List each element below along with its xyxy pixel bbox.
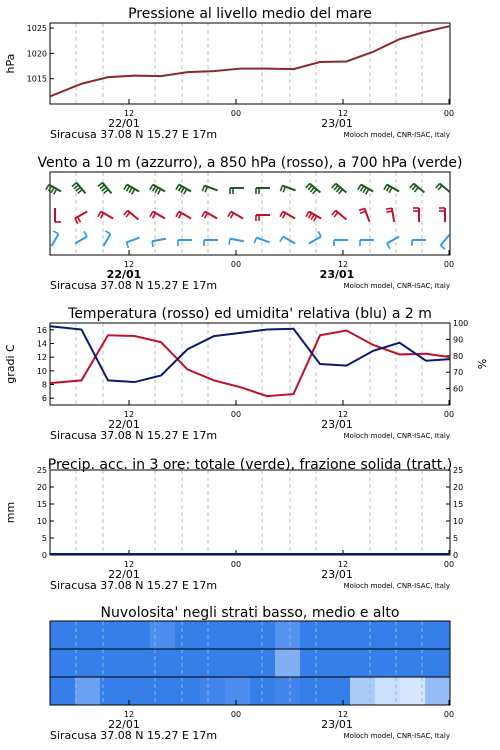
barb-flag [126, 212, 130, 217]
cloud-cell [100, 649, 126, 678]
barb-flag [84, 231, 87, 236]
barb-flag [46, 185, 49, 190]
y-tick-label-right: 90 [453, 335, 464, 345]
barb-flag [205, 213, 208, 218]
wind-barb [72, 183, 86, 194]
cloud-cell [175, 677, 201, 706]
barb-flag [202, 212, 205, 217]
barb-flag [78, 217, 81, 222]
cloud-cell [275, 621, 301, 650]
cloud-cell [325, 649, 351, 678]
x-tick-label: 12 [337, 710, 349, 719]
y-tick-label: 6 [41, 394, 47, 404]
wind-barb [178, 240, 192, 246]
cloud-cell [150, 621, 176, 650]
y-tick-label: 1020 [26, 49, 47, 59]
y-tick-label: 5 [41, 534, 47, 543]
x-date-label: 23/01 [321, 568, 353, 581]
x-tick-label: 00 [443, 410, 455, 419]
barb-shaft [104, 234, 111, 246]
barb-flag [98, 212, 101, 217]
y-tick-label-right: 25 [453, 466, 464, 475]
cloud-cell [75, 677, 101, 706]
y-tick-label-right: 60 [453, 384, 464, 394]
barb-shaft [152, 239, 166, 241]
x-tick-label: 12 [123, 410, 135, 419]
barb-flag [410, 184, 414, 189]
x-tick-label: 12 [123, 109, 135, 118]
cloud-cell [50, 621, 76, 650]
x-tick-label: 00 [230, 109, 242, 118]
model-credit: Moloch model, CNR-ISAC, Italy [343, 282, 450, 290]
cloud-cell [125, 621, 151, 650]
barb-shaft [103, 183, 112, 194]
barb-flag [254, 238, 256, 244]
y-tick-label-right: 80 [453, 351, 464, 361]
wind-barb [202, 212, 217, 219]
wind-barb [332, 184, 347, 194]
wind-barb [386, 208, 394, 222]
cloud-cell [425, 677, 451, 706]
barb-shaft [336, 211, 347, 220]
cloud-cell [275, 677, 301, 706]
x-tick-label: 12 [337, 109, 349, 118]
cloud-cell [75, 649, 101, 678]
barb-flag [155, 188, 158, 193]
location-info: Siracusa 37.08 N 15.27 E 17m [50, 279, 218, 292]
barb-flag [332, 184, 336, 189]
wind-barb [334, 240, 348, 246]
barb-flag [366, 189, 369, 194]
barb-flag [412, 185, 416, 190]
y-tick-label-right: 100 [453, 319, 469, 328]
wind-barb [229, 239, 244, 245]
y-axis-label-right: % [476, 358, 489, 370]
barb-flag [150, 185, 153, 190]
wind-barb [75, 231, 87, 243]
y-tick-label-right: 0 [453, 551, 459, 560]
cloud-cell [325, 621, 351, 650]
barb-flag [339, 189, 343, 194]
cloud-cell [350, 621, 376, 650]
wind-barb [306, 184, 321, 194]
barb-shaft [392, 208, 394, 222]
barb-flag [158, 189, 161, 194]
barb-flag [280, 212, 283, 217]
wind-barb [52, 231, 59, 246]
wind-barb [98, 212, 113, 219]
panel-title-4: Nuvolosita' negli strati basso, medio e alto [100, 605, 400, 621]
y-tick-label: 10 [36, 517, 47, 526]
barb-flag [280, 237, 283, 242]
x-tick-label: 00 [230, 710, 242, 719]
cloud-cell [350, 649, 376, 678]
y-axis-label: hPa [4, 53, 17, 74]
y-tick-label: 25 [36, 466, 47, 475]
wind-level-0 [46, 183, 450, 195]
wind-barb [280, 212, 295, 219]
wind-barb [256, 188, 270, 194]
barb-flag [124, 211, 128, 216]
barb-flag [314, 216, 317, 221]
barb-flag [127, 186, 130, 191]
model-credit: Moloch model, CNR-ISAC, Italy [343, 131, 450, 139]
barb-flag [306, 184, 310, 189]
wind-barb [441, 235, 450, 250]
x-date-label: 22/01 [108, 718, 140, 731]
wind-barb [104, 231, 111, 246]
x-date-label: 23/01 [319, 268, 355, 281]
y-tick-label-right: 5 [453, 534, 459, 543]
wind-barb [360, 240, 374, 246]
barb-flag [336, 187, 340, 192]
barb-flag [308, 185, 312, 190]
y-tick-label: 10 [36, 366, 47, 376]
wind-barb [98, 183, 112, 194]
barb-flag [438, 185, 442, 190]
model-credit: Moloch model, CNR-ISAC, Italy [343, 432, 450, 440]
wind-barb [256, 215, 270, 221]
barb-flag [283, 213, 286, 218]
wind-barb [436, 184, 451, 193]
y-axis-label: mm [4, 501, 17, 524]
barb-flag [318, 231, 321, 236]
temperature-line [50, 331, 450, 397]
barb-flag [332, 211, 336, 216]
barb-flag [361, 186, 364, 191]
wind-barb [124, 185, 139, 195]
wind-level-2 [52, 231, 450, 249]
wind-barb [176, 212, 191, 219]
wind-barb [359, 208, 369, 221]
barb-flag [334, 212, 338, 217]
wind-level-1 [55, 208, 445, 224]
barb-flag [231, 213, 234, 218]
barb-flag [334, 185, 338, 190]
panel-title-0: Pressione al livello medio del mare [128, 6, 372, 22]
barb-flag [384, 185, 387, 190]
wind-barb [55, 208, 61, 222]
y-tick-label: 0 [41, 551, 47, 560]
x-axis-labels-2 [50, 410, 454, 442]
cloud-heatmap [50, 621, 451, 706]
wind-barb [150, 212, 165, 219]
barb-flag [387, 186, 390, 191]
wind-barb [75, 212, 87, 224]
wind-barb [126, 238, 139, 248]
panel-frame-0 [50, 23, 450, 104]
y-tick-label: 12 [36, 353, 47, 363]
panel-title-1: Vento a 10 m (azzurro), a 850 hPa (rosso), a 700 hPa (verde) [37, 155, 463, 171]
wind-barb [439, 208, 445, 222]
y-tick-label: 14 [36, 339, 47, 349]
barb-flag [202, 186, 204, 192]
y-tick-label: 1025 [26, 24, 47, 34]
location-info: Siracusa 37.08 N 15.27 E 17m [50, 579, 218, 592]
cloud-cell [325, 677, 351, 706]
barb-flag [124, 185, 127, 190]
y-tick-label: 20 [36, 483, 47, 492]
y-tick-label-right: 20 [453, 483, 464, 492]
wind-barb [384, 185, 399, 193]
barb-shaft [365, 208, 370, 221]
x-axis-labels-0 [50, 109, 454, 141]
y-tick-label-right: 10 [453, 517, 464, 526]
cloud-cell [250, 677, 276, 706]
x-tick-label: 00 [443, 710, 455, 719]
wind-barb [46, 185, 61, 195]
wind-barb [228, 212, 243, 219]
cloud-cell [250, 621, 276, 650]
wind-barb [412, 240, 426, 246]
wind-barb [280, 237, 295, 244]
pressure-line [50, 26, 450, 96]
barb-flag [126, 242, 128, 248]
cloud-cell [375, 677, 401, 706]
cloud-cell [200, 677, 226, 706]
barb-flag [389, 188, 392, 193]
barb-flag [386, 208, 392, 209]
barb-flag [309, 213, 312, 218]
x-axis-labels-3 [50, 560, 454, 592]
plot-border [50, 470, 450, 555]
y-tick-label: 15 [36, 500, 47, 509]
barb-flag [98, 183, 103, 187]
cloud-cell [250, 649, 276, 678]
barb-shaft [128, 211, 139, 220]
x-tick-label: 00 [443, 109, 455, 118]
cloud-cell [425, 649, 451, 678]
barb-flag [228, 212, 231, 217]
barb-shaft [440, 184, 451, 193]
barb-flag [104, 190, 109, 194]
cloud-cell [175, 649, 201, 678]
barb-flag [132, 189, 135, 194]
cloud-cell [225, 621, 251, 650]
cloud-cell [50, 677, 76, 706]
cloud-cell [225, 649, 251, 678]
cloud-cell [100, 677, 126, 706]
barb-flag [441, 245, 446, 249]
wind-barb [413, 208, 419, 222]
barb-flag [53, 231, 58, 234]
x-tick-label: 00 [443, 560, 455, 569]
x-date-label: 23/01 [321, 718, 353, 731]
x-tick-label: 00 [230, 560, 242, 569]
wind-barb [306, 212, 321, 222]
barb-flag [51, 188, 54, 193]
wind-barb [150, 185, 165, 195]
x-date-label: 22/01 [108, 418, 140, 431]
barb-shaft [75, 237, 87, 244]
barb-flag [205, 187, 207, 193]
wind-barb [332, 211, 347, 220]
cloud-cell [375, 649, 401, 678]
x-date-label: 22/01 [108, 117, 140, 130]
x-axis-labels-4 [50, 710, 454, 742]
barb-flag [54, 189, 57, 194]
barb-flag [184, 189, 187, 194]
wind-barb [280, 186, 295, 193]
x-date-label: 22/01 [108, 568, 140, 581]
cloud-cell [50, 649, 76, 678]
x-date-label: 23/01 [321, 117, 353, 130]
cloud-cell [225, 677, 251, 706]
barb-flag [283, 187, 285, 193]
barb-shaft [52, 234, 59, 246]
barb-flag [150, 212, 153, 217]
model-credit: Moloch model, CNR-ISAC, Italy [343, 732, 450, 740]
barb-flag [310, 187, 314, 192]
cloud-cell [300, 649, 326, 678]
barb-shaft [77, 183, 86, 194]
y-tick-label-right: 15 [453, 500, 464, 509]
barb-flag [229, 239, 230, 245]
panel-title-2: Temperatura (rosso) ed umidita' relativa (blu) a 2 m [68, 306, 432, 322]
x-tick-label: 12 [337, 410, 349, 419]
barb-shaft [230, 239, 244, 241]
model-credit: Moloch model, CNR-ISAC, Italy [343, 582, 450, 590]
cloud-cell [300, 677, 326, 706]
barb-flag [176, 185, 179, 190]
location-info: Siracusa 37.08 N 15.27 E 17m [50, 429, 218, 442]
barb-flag [436, 184, 440, 189]
cloud-cell [375, 621, 401, 650]
barb-shaft [126, 238, 139, 243]
barb-flag [311, 215, 314, 220]
barb-flag [363, 188, 366, 193]
barb-flag [152, 241, 153, 247]
barb-flag [179, 186, 182, 191]
barb-flag [387, 244, 390, 249]
cloud-cell [300, 621, 326, 650]
y-tick-label: 16 [36, 325, 47, 335]
cloud-cell [75, 621, 101, 650]
barb-flag [359, 208, 365, 210]
x-tick-label: 00 [230, 260, 242, 269]
x-axis-labels-1 [50, 260, 454, 292]
cloud-cell [175, 621, 201, 650]
cloud-cell [100, 621, 126, 650]
y-tick-label-right: 70 [453, 368, 464, 378]
wind-barb [230, 188, 244, 194]
barb-flag [386, 211, 392, 212]
barb-flag [105, 231, 110, 234]
barb-flag [102, 187, 107, 191]
barb-flag [179, 213, 182, 218]
x-tick-label: 12 [337, 560, 349, 569]
barb-flag [358, 185, 361, 190]
x-tick-label: 12 [123, 560, 135, 569]
location-info: Siracusa 37.08 N 15.27 E 17m [50, 729, 218, 742]
barb-shaft [387, 237, 399, 244]
barb-flag [100, 185, 105, 189]
wind-barb [152, 239, 166, 247]
barb-flag [78, 190, 83, 194]
cloud-cell [425, 621, 451, 650]
x-tick-label: 00 [443, 260, 455, 269]
wind-barb [204, 240, 218, 246]
barb-shaft [309, 237, 321, 244]
barb-flag [72, 183, 77, 187]
barb-flag [414, 187, 418, 192]
cloud-cell [125, 649, 151, 678]
wind-barb [202, 186, 217, 193]
cloud-cell [275, 649, 301, 678]
location-info: Siracusa 37.08 N 15.27 E 17m [50, 128, 218, 141]
barb-shaft [256, 238, 269, 243]
wind-barb [309, 231, 321, 243]
barb-flag [129, 188, 132, 193]
panel-title-3: Precip. acc. in 3 ore: totale (verde), frazione solida (tratt.) [47, 457, 453, 473]
cloud-cell [200, 621, 226, 650]
cloud-cell [150, 649, 176, 678]
cloud-cell [350, 677, 376, 706]
barb-flag [360, 211, 366, 213]
x-tick-label: 12 [123, 260, 135, 269]
y-tick-label: 8 [41, 380, 47, 390]
wind-barb [124, 211, 139, 220]
barb-flag [280, 186, 282, 192]
wind-barb [176, 185, 191, 195]
barb-shaft [441, 235, 450, 246]
barb-flag [176, 212, 179, 217]
barb-shaft [283, 237, 295, 244]
wind-barb [358, 185, 373, 195]
plot-border [50, 23, 450, 104]
x-date-label: 23/01 [321, 418, 353, 431]
cloud-cell [200, 649, 226, 678]
x-tick-label: 12 [337, 260, 349, 269]
cloud-cell [150, 677, 176, 706]
x-tick-label: 12 [123, 710, 135, 719]
y-tick-label: 1015 [26, 74, 47, 84]
x-date-label: 22/01 [106, 268, 142, 281]
barb-shaft [75, 212, 87, 219]
panel-frame-3 [50, 470, 450, 555]
y-axis-label: gradi C [4, 344, 17, 384]
barb-flag [306, 212, 309, 217]
x-tick-label: 00 [230, 410, 242, 419]
wind-barb [387, 237, 399, 249]
